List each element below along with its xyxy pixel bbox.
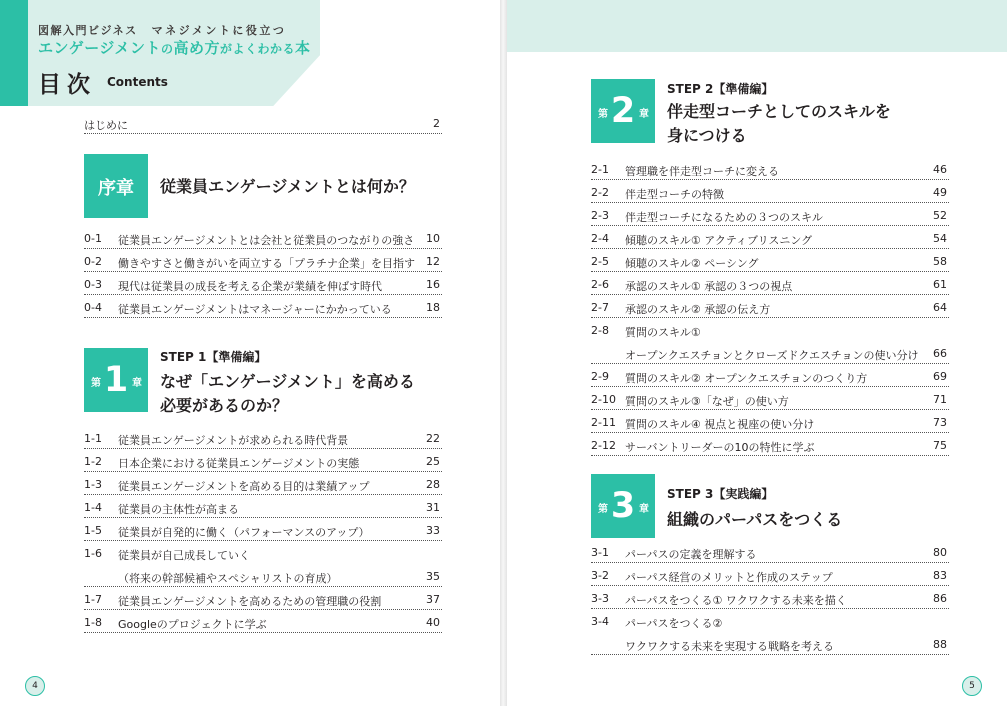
toc-row-num: 1-4 — [84, 501, 102, 514]
toc-row-page: 83 — [933, 569, 947, 582]
chapter2-title — [667, 100, 891, 148]
toc-row-page: 22 — [426, 432, 440, 445]
toc-row[interactable] — [84, 476, 442, 495]
toc-title: 目次 — [38, 72, 96, 98]
toc-row[interactable] — [84, 276, 442, 295]
toc-row[interactable] — [84, 522, 442, 541]
toc-row-page: 46 — [933, 163, 947, 176]
toc-row[interactable] — [84, 591, 442, 610]
toc-row-num: 1-5 — [84, 524, 102, 537]
header-accent-bar — [0, 0, 28, 106]
chapter-title-line: 身につける — [667, 126, 747, 145]
toc-row[interactable] — [591, 544, 949, 563]
toc-row-num: 2-1 — [591, 163, 609, 176]
toc-row-title: 従業員エンゲージメントを高める目的は業績アップ — [118, 480, 370, 493]
toc-row-page: 18 — [426, 301, 440, 314]
chapter-badge-number: 3 — [610, 486, 636, 526]
toc-row-title: はじめに — [84, 119, 128, 132]
toc-row-title: オープンクエスチョンとクローズドクエスチョンの使い分け — [625, 349, 919, 362]
toc-row-title: 質問のスキル① — [625, 326, 701, 339]
toc-row-title: Googleのプロジェクトに学ぶ — [118, 618, 267, 631]
toc-row-page: 75 — [933, 439, 947, 452]
toc-row-page: 35 — [426, 570, 440, 583]
toc-row[interactable] — [591, 414, 949, 433]
toc-row[interactable] — [591, 368, 949, 387]
prologue-title: 従業員エンゲージメントとは何か？ — [160, 177, 415, 196]
toc-row-page: 28 — [426, 478, 440, 491]
chapter-title-line: なぜ「エンゲージメント」を高める — [160, 372, 415, 391]
chapter-badge-number: 1 — [103, 360, 129, 400]
toc-row[interactable] — [591, 253, 949, 272]
page-number-left: 4 — [25, 676, 45, 696]
toc-subtitle: Contents — [107, 75, 168, 89]
toc-row[interactable] — [591, 276, 949, 295]
book-gutter — [500, 0, 507, 706]
toc-row-num: 0-2 — [84, 255, 102, 268]
toc-row-title: 従業員が自発的に働く（パフォーマンスのアップ） — [118, 526, 370, 539]
toc-row-title: 伴走型コーチの特徴 — [625, 188, 724, 201]
toc-row[interactable] — [84, 430, 442, 449]
chapter-title-line: 必要があるのか？ — [160, 396, 289, 415]
toc-row[interactable] — [591, 391, 949, 410]
toc-row-title: 現代は従業員の成長を考える企業が業績を伸ばす時代 — [118, 280, 382, 293]
right-page — [507, 0, 1007, 706]
chapter2-badge — [591, 79, 655, 143]
chapter2-step: STEP 2【準備編】 — [667, 82, 774, 96]
toc-row-num: 3-4 — [591, 615, 609, 628]
chapter-badge-prefix: 第 — [91, 378, 101, 389]
toc-row-page: 54 — [933, 232, 947, 245]
toc-row-page: 33 — [426, 524, 440, 537]
toc-row-title: 従業員エンゲージメントを高めるための管理職の役割 — [118, 595, 382, 608]
chapter1-badge — [84, 348, 148, 412]
toc-row-num: 1-7 — [84, 593, 102, 606]
toc-row-num: 2-4 — [591, 232, 609, 245]
toc-row-title: 従業員エンゲージメントが求められる時代背景 — [118, 434, 349, 447]
toc-row-title: 従業員エンゲージメントとは会社と従業員のつながりの強さ — [118, 234, 415, 247]
book-title-part: がよくわかる — [219, 42, 295, 56]
toc-row-num: 1-6 — [84, 547, 102, 560]
header-band-right — [507, 0, 1007, 52]
series-label: 図解入門ビジネス — [38, 24, 138, 37]
toc-row-num: 2-10 — [591, 393, 616, 406]
book-title-part: の — [160, 42, 174, 56]
toc-row-title: パーパスをつくる① ワクワクする未来を描く — [625, 594, 847, 607]
toc-row-num: 3-1 — [591, 546, 609, 559]
series-name — [38, 22, 286, 38]
toc-row-page: 66 — [933, 347, 947, 360]
chapter-badge-number: 2 — [610, 91, 636, 131]
toc-row-intro[interactable] — [84, 115, 442, 134]
chapter3-badge — [591, 474, 655, 538]
toc-row-page: 25 — [426, 455, 440, 468]
toc-row[interactable] — [591, 636, 949, 655]
page-number-right: 5 — [962, 676, 982, 696]
toc-row-page: 2 — [433, 117, 440, 130]
toc-row-num: 2-12 — [591, 439, 616, 452]
toc-row-page: 58 — [933, 255, 947, 268]
toc-row[interactable] — [591, 207, 949, 226]
toc-row-num: 2-2 — [591, 186, 609, 199]
toc-row-num: 2-8 — [591, 324, 609, 337]
toc-row-title: 日本企業における従業員エンゲージメントの実態 — [118, 457, 360, 470]
toc-row[interactable] — [591, 567, 949, 586]
toc-row-num: 1-2 — [84, 455, 102, 468]
toc-row[interactable] — [591, 613, 949, 631]
toc-row-title: 傾聴のスキル① アクティブリスニング — [625, 234, 813, 247]
toc-row-title: 承認のスキル① 承認の３つの視点 — [625, 280, 793, 293]
toc-row-page: 61 — [933, 278, 947, 291]
toc-row[interactable] — [591, 345, 949, 364]
toc-row-page: 16 — [426, 278, 440, 291]
toc-row-title: パーパス経営のメリットと作成のステップ — [625, 571, 833, 584]
series-tagline: マネジメントに役立つ — [151, 24, 287, 37]
toc-row-num: 1-8 — [84, 616, 102, 629]
toc-row-page: 12 — [426, 255, 440, 268]
toc-row-page: 49 — [933, 186, 947, 199]
book-title-part: エンゲージメント — [38, 39, 161, 57]
toc-row-num: 2-7 — [591, 301, 609, 314]
toc-row-title: 働きやすさと働きがいを両立する「プラチナ企業」を目指す — [118, 257, 415, 270]
toc-row[interactable] — [84, 568, 442, 587]
toc-row-num: 1-3 — [84, 478, 102, 491]
toc-row-title: 従業員エンゲージメントはマネージャーにかかっている — [118, 303, 392, 316]
chapter-badge-suffix: 章 — [132, 378, 142, 389]
toc-row-title: 従業員が自己成長していく — [118, 549, 250, 562]
toc-row-page: 71 — [933, 393, 947, 406]
toc-row-num: 0-1 — [84, 232, 102, 245]
prologue-badge-label: 序章 — [98, 178, 134, 199]
left-page — [0, 0, 500, 706]
toc-row-page: 80 — [933, 546, 947, 559]
toc-row-num: 0-4 — [84, 301, 102, 314]
prologue-badge — [84, 154, 148, 218]
toc-row-num: 2-5 — [591, 255, 609, 268]
toc-row-title: 承認のスキル② 承認の伝え方 — [625, 303, 771, 316]
toc-row[interactable] — [591, 299, 949, 318]
toc-row-title: パーパスをつくる② — [625, 617, 723, 630]
toc-row-title: 従業員の主体性が高まる — [118, 503, 239, 516]
toc-row-title: サーバントリーダーの10の特性に学ぶ — [625, 441, 815, 454]
toc-row[interactable] — [591, 322, 949, 340]
toc-row[interactable] — [591, 437, 949, 456]
toc-row[interactable] — [84, 453, 442, 472]
chapter3-step: STEP 3【実践編】 — [667, 487, 774, 501]
toc-row-page: 31 — [426, 501, 440, 514]
book-title — [38, 37, 311, 58]
toc-row-title: （将来の幹部候補やスペシャリストの育成） — [118, 572, 338, 585]
toc-row-num: 2-6 — [591, 278, 609, 291]
toc-row-num: 2-11 — [591, 416, 616, 429]
book-title-part: 本 — [295, 39, 311, 57]
toc-row[interactable] — [84, 614, 442, 633]
toc-row-page: 73 — [933, 416, 947, 429]
toc-row[interactable] — [591, 184, 949, 203]
chapter-badge-suffix: 章 — [639, 109, 649, 120]
toc-row-title: パーパスの定義を理解する — [625, 548, 757, 561]
toc-row[interactable] — [591, 590, 949, 609]
toc-row-page: 37 — [426, 593, 440, 606]
toc-row-page: 88 — [933, 638, 947, 651]
toc-row-title: 管理職を伴走型コーチに変える — [625, 165, 779, 178]
chapter1-title — [160, 370, 415, 418]
toc-row-page: 64 — [933, 301, 947, 314]
toc-row[interactable] — [84, 253, 442, 272]
toc-row-title: 質問のスキル④ 視点と視座の使い分け — [625, 418, 815, 431]
toc-row-title: ワクワクする未来を実現する戦略を考える — [625, 640, 834, 653]
chapter-badge-suffix: 章 — [639, 504, 649, 515]
toc-row[interactable] — [84, 499, 442, 518]
toc-row-num: 3-3 — [591, 592, 609, 605]
toc-row-num: 3-2 — [591, 569, 609, 582]
toc-row-title: 質問のスキル③「なぜ」の使い方 — [625, 395, 789, 408]
chapter1-step: STEP 1【準備編】 — [160, 350, 267, 364]
toc-row-title: 質問のスキル② オープンクエスチョンのつくり方 — [625, 372, 868, 385]
toc-row-page: 40 — [426, 616, 440, 629]
chapter3-title: 組織のパーパスをつくる — [667, 510, 843, 529]
toc-row-num: 0-3 — [84, 278, 102, 291]
book-title-part: 高め方 — [173, 39, 220, 57]
toc-row[interactable] — [84, 230, 442, 249]
toc-row[interactable] — [591, 161, 949, 180]
chapter-title-line: 伴走型コーチとしてのスキルを — [667, 102, 891, 121]
chapter-badge-prefix: 第 — [598, 109, 608, 120]
toc-row[interactable] — [591, 230, 949, 249]
toc-row-title: 伴走型コーチになるための３つのスキル — [625, 211, 823, 224]
toc-row[interactable] — [84, 299, 442, 318]
toc-row-page: 52 — [933, 209, 947, 222]
toc-row[interactable] — [84, 545, 442, 563]
toc-row-title: 傾聴のスキル② ペーシング — [625, 257, 759, 270]
toc-row-page: 86 — [933, 592, 947, 605]
toc-row-page: 10 — [426, 232, 440, 245]
toc-row-num: 2-3 — [591, 209, 609, 222]
chapter-badge-prefix: 第 — [598, 504, 608, 515]
toc-row-num: 2-9 — [591, 370, 609, 383]
toc-row-page: 69 — [933, 370, 947, 383]
toc-row-num: 1-1 — [84, 432, 102, 445]
